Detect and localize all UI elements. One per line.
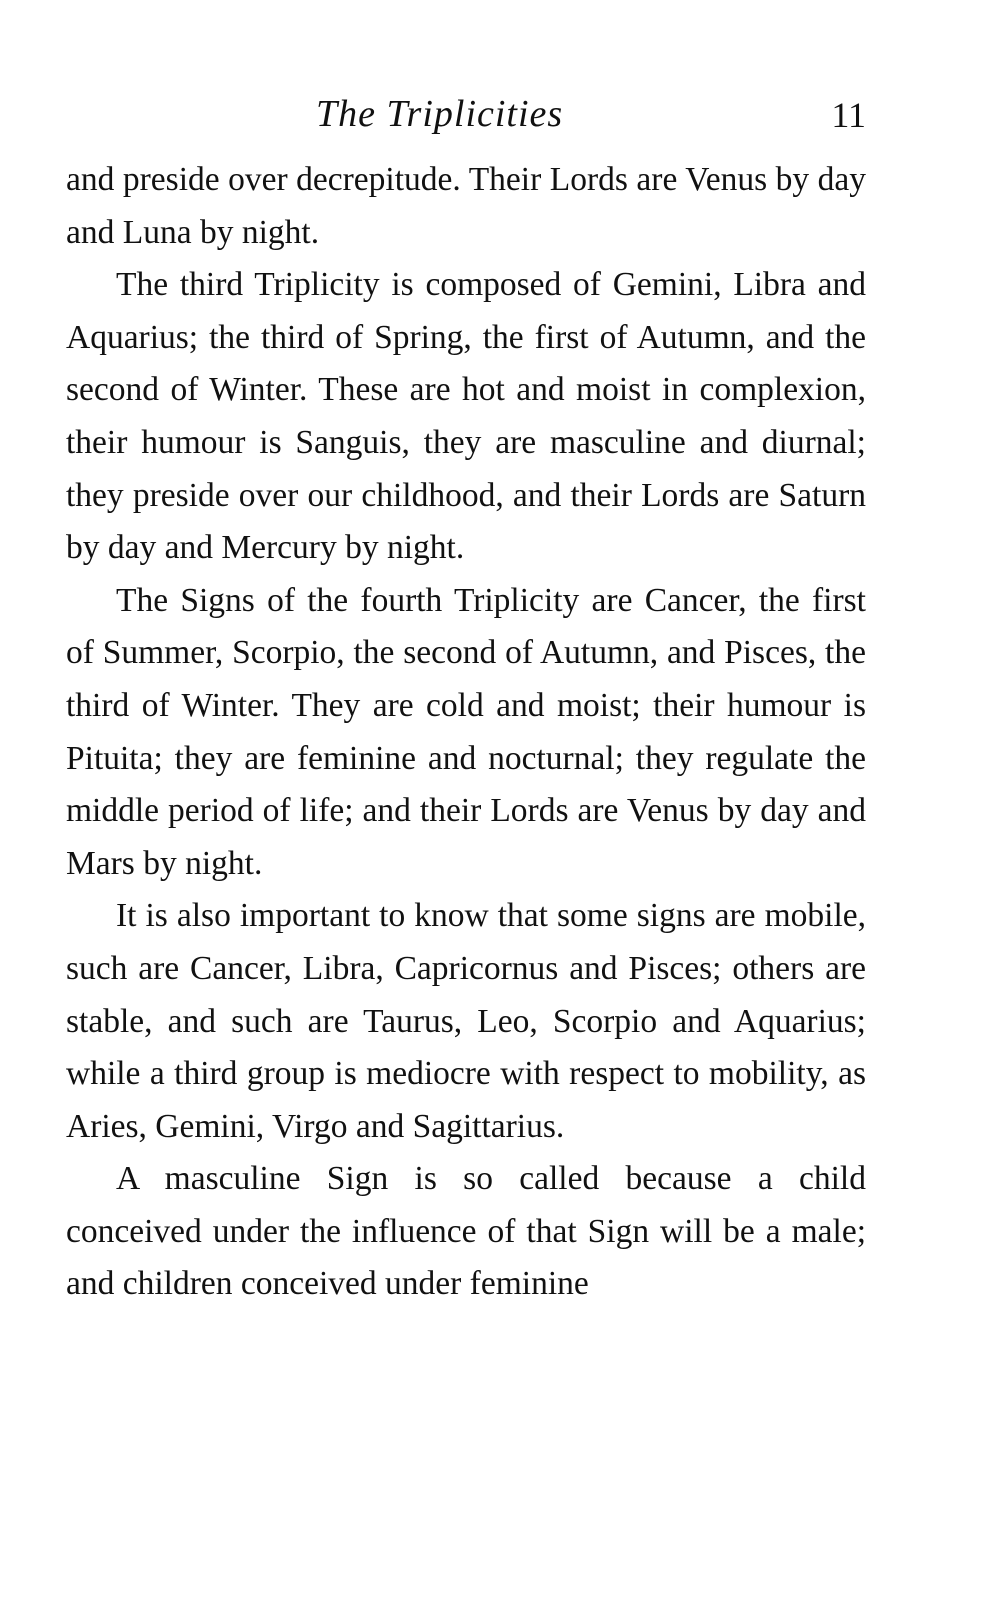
running-head bbox=[66, 92, 866, 152]
paragraph-masculine-sign: A masculine Sign is so called because a child conceived under the influence of that Sign will be a male; and children conceived under feminine bbox=[66, 1160, 866, 1303]
body-text bbox=[66, 154, 866, 1311]
paragraph-third-triplicity: The third Triplicity is composed of Gemini, Libra and Aquarius; the third of Spring, the first of Autumn, and the second of Winter. These are hot and moist in complexion, their humour is Sanguis, they are masculine and diurnal; they preside over our childhood, and their Lords are Saturn by day and Mercury by night. bbox=[66, 266, 866, 567]
paragraph-fourth-triplicity: The Signs of the fourth Triplicity are Cancer, the first of Summer, Scorpio, the second of Autumn, and Pisces, the third of Winter. They are cold and moist; their humour is Pituita; they are feminine and nocturnal; they regulate the middle period of life; and their Lords are Venus by day and Mars by night. bbox=[66, 581, 866, 882]
running-title: The Triplicities bbox=[316, 93, 564, 135]
paragraph-mobile-signs: It is also important to know that some signs are mobile, such are Cancer, Libra, Capricornus and Pisces; others are stable, and such are Taurus, Leo, Scorpio and Aquarius; while a third group is mediocre with respect to mobility, as Aries, Gemini, Virgo and Sagittarius. bbox=[66, 897, 866, 1145]
paragraph-continuation: and preside over decrepitude. Their Lords are Venus by day and Luna by night. bbox=[66, 161, 866, 251]
book-page bbox=[66, 92, 866, 1311]
page-number: 11 bbox=[831, 95, 866, 135]
